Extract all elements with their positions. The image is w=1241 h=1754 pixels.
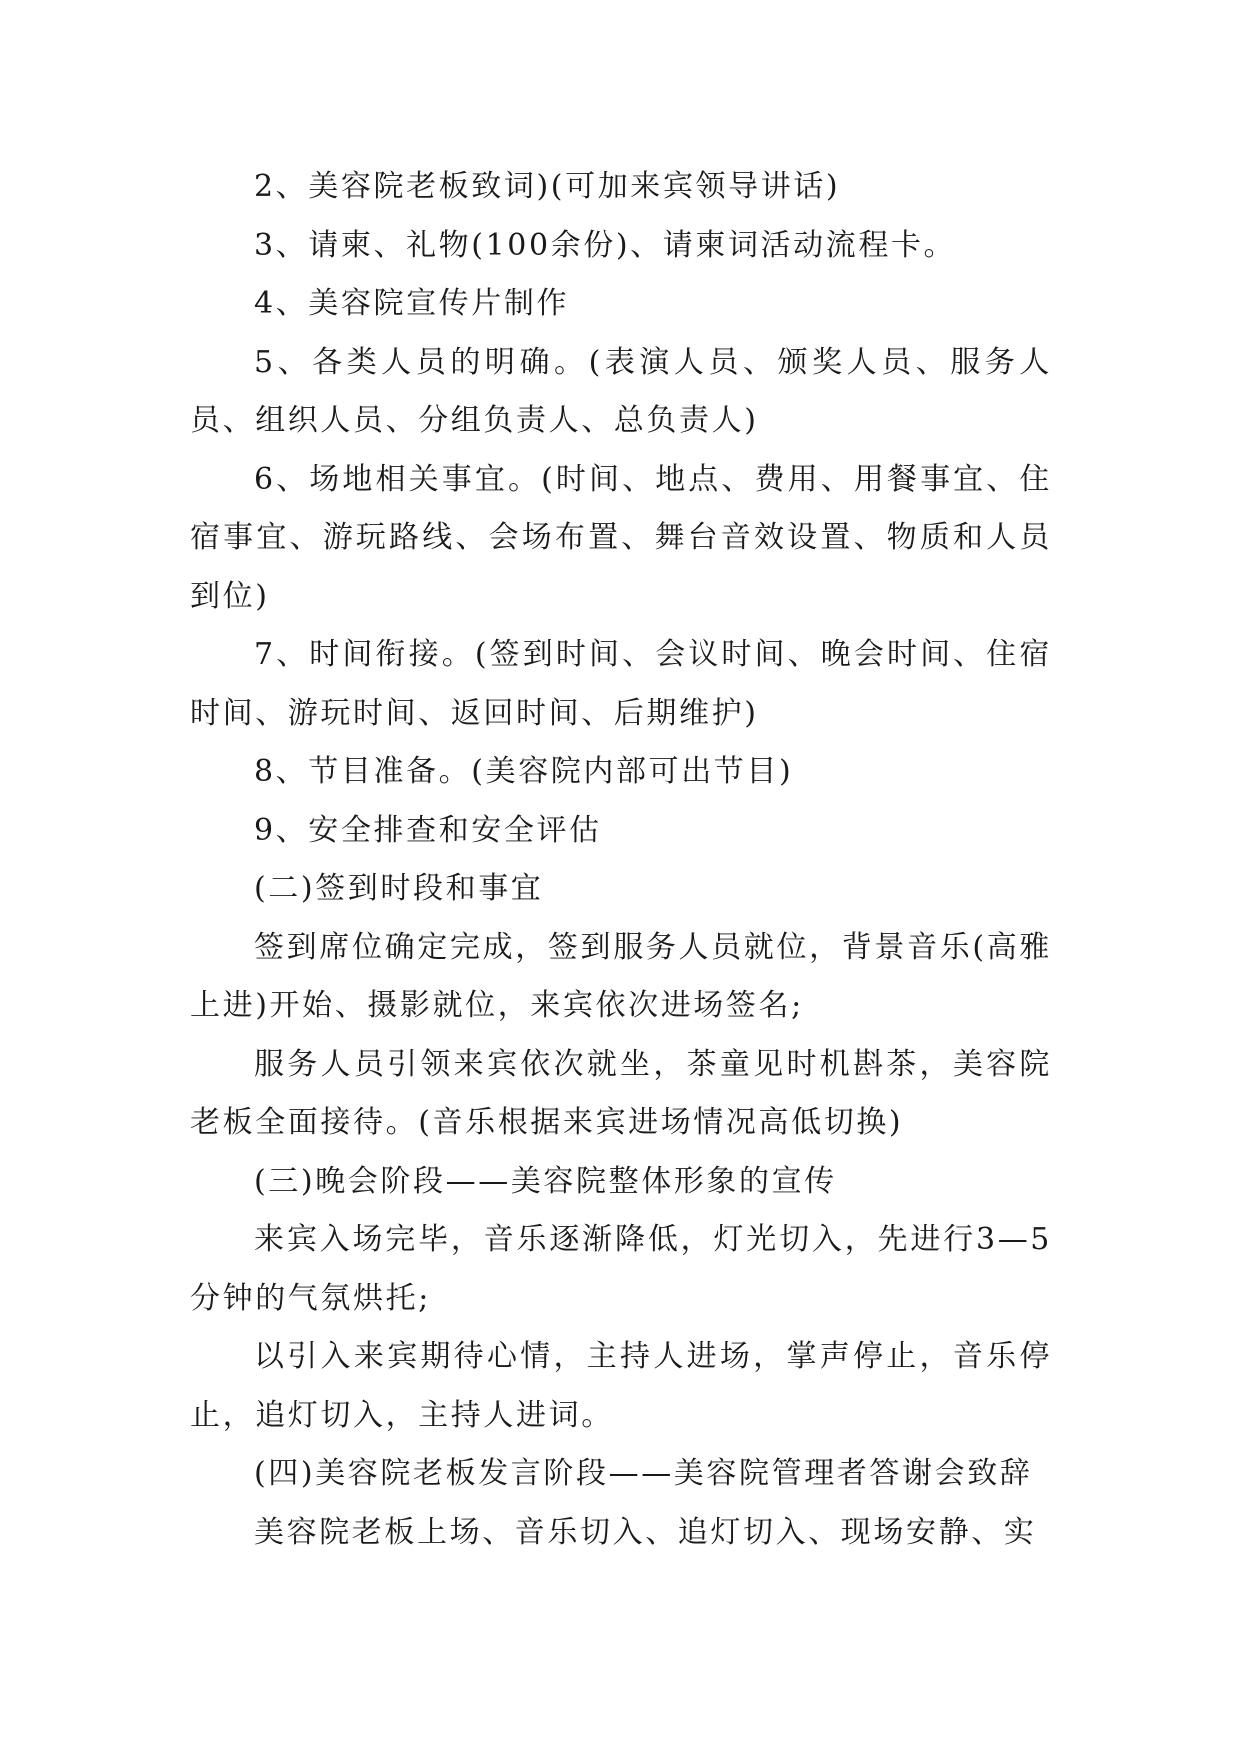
gala-paragraph-1: 来宾入场完毕，音乐逐渐降低，灯光切入，先进行3—5分钟的气氛烘托; [190, 1222, 1052, 1316]
item-8-paragraph: 8、节目准备。(美容院内部可出节目) [254, 754, 794, 789]
item-2-paragraph: 2、美容院老板致词)(可加来宾领导讲话) [254, 169, 841, 204]
item-5-paragraph: 5、各类人员的明确。(表演人员、颁奖人员、服务人员、组织人员、分组负责人、总负责人) [190, 344, 1052, 438]
item-9-paragraph: 9、安全排查和安全评估 [254, 812, 602, 848]
signin-paragraph-1: 签到席位确定完成，签到服务人员就位，背景音乐(高雅上进)开始、摄影就位，来宾依次进场签名; [190, 929, 1052, 1023]
item-3-paragraph: 3、请柬、礼物(100余份)、请柬词活动流程卡。 [254, 227, 957, 263]
section-4-heading: (四)美容院老板发言阶段——美容院管理者答谢会致辞 [254, 1456, 1033, 1491]
section-2-heading: (二)签到时段和事宜 [254, 871, 544, 906]
signin-paragraph-2: 服务人员引领来宾依次就坐，茶童见时机斟茶，美容院老板全面接待。(音乐根据来宾进场情况高低切换) [190, 1046, 1052, 1140]
gala-paragraph-2: 以引入来宾期待心情，主持人进场，掌声停止，音乐停止，追灯切入，主持人进词。 [190, 1339, 1052, 1433]
section-3-heading: (三)晚会阶段——美容院整体形象的宣传 [254, 1163, 837, 1199]
item-7-paragraph: 7、时间衔接。(签到时间、会议时间、晚会时间、住宿时间、游玩时间、返回时间、后期维护) [190, 637, 1052, 731]
item-4-paragraph: 4、美容院宣传片制作 [254, 286, 570, 321]
item-6-paragraph: 6、场地相关事宜。(时间、地点、费用、用餐事宜、住宿事宜、游玩路线、会场布置、舞台音效设置、物质和人员到位) [190, 461, 1052, 614]
document-body [190, 158, 1052, 1562]
speech-paragraph-1: 美容院老板上场、音乐切入、追灯切入、现场安静、实 [254, 1514, 1037, 1550]
